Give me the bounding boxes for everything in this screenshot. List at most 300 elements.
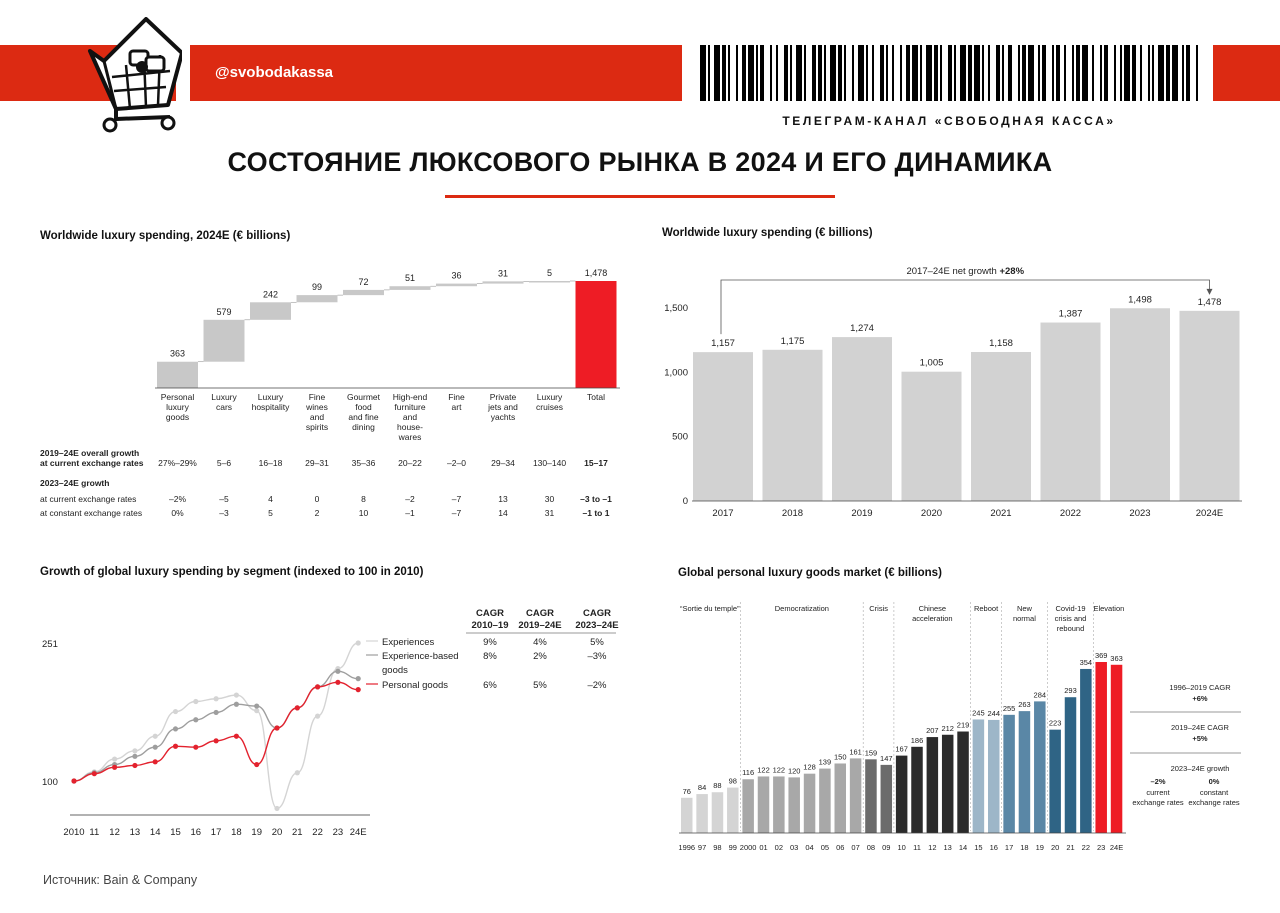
barcode-bar [728,45,730,101]
x-tick-label: 20 [271,827,283,838]
category-label: hospitality [251,402,290,412]
cagr-header: 2010–19 [471,620,509,631]
barcode-bar [790,45,792,101]
waterfall-bar [157,362,198,388]
series-point [356,676,361,681]
barcode-bar [866,45,868,101]
phase-label: Reboot [973,604,999,613]
x-tick-label: 20 [1050,843,1060,852]
category-label: wares [398,432,422,442]
barcode-bar [1158,45,1164,101]
table-cell: 130–140 [532,458,567,468]
table-cell: –7 [451,508,462,518]
x-tick-label: 04 [805,843,814,852]
barcode-bar [1182,45,1184,101]
category-label: luxury [166,402,189,412]
x-tick-label: 14 [149,827,161,838]
waterfall-value-label: 31 [497,268,509,279]
table-cell: –2 [405,494,415,504]
x-tick-label: 22 [1081,843,1091,852]
x-tick-label: 19 [1035,843,1044,852]
bar-value-label: 212 [941,723,954,733]
barcode-bar [996,45,1000,101]
cagr-value: –3% [587,651,607,662]
market-bar [758,776,770,833]
legend-label: goods [382,665,408,676]
waterfall-value-label: 36 [451,270,462,281]
barcode-bar [776,45,778,101]
x-tick-label: 18 [231,827,242,838]
waterfall-bar [204,320,245,362]
phase-label: acceleration [912,614,953,623]
series-point [274,725,279,730]
barcode-bar [818,45,822,101]
waterfall-bar [576,281,617,388]
table-cell: 0 [314,494,320,504]
series-point [356,640,361,645]
market-bar [712,792,724,833]
phase-label: New [1016,604,1032,613]
table-cell: 2 [314,508,320,518]
barcode-bar [742,45,746,101]
market-bar [696,794,708,833]
phase-label: Elevation [1093,604,1125,613]
x-tick-label: 2022 [1059,508,1082,519]
x-tick-label: 13 [943,843,952,852]
market-bar [819,769,831,833]
barcode-bar [1064,45,1066,101]
bar-value-label: 122 [772,765,786,775]
legend-label: Experience-based [382,651,459,662]
bar-value-label: 369 [1094,651,1108,660]
growth-annotation: 2017–24E net growth +28% [906,266,1025,277]
table-cell: 27%–29% [158,458,197,468]
barcode-bar [886,45,888,101]
series-point [71,778,76,783]
barcode-bar [830,45,836,101]
series-point [214,738,219,743]
series-point [254,708,259,713]
series-point [315,684,320,689]
category-label: cars [215,402,233,412]
series-point [214,696,219,701]
x-tick-label: 23 [332,827,344,838]
x-tick-label: 07 [851,843,860,852]
market-bar [896,756,908,833]
barcode-bar [1114,45,1116,101]
x-tick-label: 2019 [851,508,873,519]
series-point [234,734,239,739]
channel-handle[interactable]: @svobodakassa [215,64,334,81]
series-point [254,762,259,767]
bar-value-label: 120 [787,766,801,776]
barcode-bar [844,45,846,101]
x-tick-label: 21 [292,827,303,838]
series-point [295,705,300,710]
x-tick-label: 16 [989,843,998,852]
x-tick-label: 2020 [920,508,943,519]
category-label: High-end [392,392,428,402]
barcode-bar [756,45,758,101]
phase-label: rebound [1056,624,1085,633]
barcode-bar [852,45,854,101]
category-label: wines [306,402,328,412]
bar-value-label: 1,274 [850,323,874,335]
waterfall-value-label: 242 [262,289,279,300]
barcode-bar [906,45,910,101]
header-red-band-right [1213,45,1280,101]
x-tick-label: 2021 [990,508,1012,519]
bar-value-label: 207 [926,726,939,736]
waterfall-value-label: 99 [311,282,323,293]
barcode-bar [838,45,842,101]
y-tick-label: 1,000 [664,367,688,379]
barcode-bar [1132,45,1136,101]
x-tick-label: 12 [928,843,937,852]
barcode-bar [954,45,956,101]
series-point [214,710,219,715]
table-cell: –1 [405,508,415,518]
cagr-header: CAGR [526,608,554,619]
x-tick-label: 19 [251,827,262,838]
x-tick-label: 2017 [712,508,734,519]
bar-value-label: 293 [1064,686,1077,696]
series-point [112,756,117,761]
bar-value-label: 219 [956,720,970,730]
phase-label: Chinese [918,604,947,613]
barcode-bar [968,45,972,101]
x-tick-label: 24E [349,827,367,838]
segment-line-chart [0,590,640,850]
bar-value-label: 223 [1048,718,1062,728]
barcode-bar [1140,45,1142,101]
bar-value-label: 161 [849,747,862,757]
bar-value-label: 76 [682,786,691,796]
x-tick-label: 12 [109,827,120,838]
source-note: Источник: Bain & Company [43,873,198,887]
category-label: and fine [348,412,379,422]
table-row-label: at current exchange rates [40,494,137,504]
barcode-bar [1104,45,1108,101]
barcode-bar [880,45,884,101]
market-bar [865,759,877,833]
barcode-bar [1072,45,1074,101]
series-line [74,643,358,808]
x-tick-label: 21 [1066,843,1075,852]
table-cell: 31 [544,508,555,518]
barcode-bar [858,45,864,101]
bar-value-label: 139 [818,757,832,767]
personal-goods-bar-chart [640,590,1280,860]
market-bar [1019,711,1030,833]
waterfall-bar [297,295,338,302]
x-tick-label: 05 [820,843,830,852]
x-tick-label: 17 [1004,843,1014,852]
bar-value-label: 284 [1033,690,1047,700]
bar-value-label: 244 [987,708,1001,718]
x-tick-label: 13 [129,827,141,838]
series-point [132,763,137,768]
x-tick-label: 2018 [781,508,804,519]
page-title: СОСТОЯНИЕ ЛЮКСОВОГО РЫНКА В 2024 И ЕГО ДИНАМИКА [227,147,1053,177]
market-bar [973,719,985,833]
bar-value-label: 1,498 [1128,294,1152,306]
x-tick-label: 10 [897,843,906,852]
year-bar [1110,308,1170,501]
yearly-bar-chart [640,250,1280,530]
barcode-bar [1022,45,1026,101]
barcode-bar [920,45,922,101]
series-point [173,744,178,749]
barcode-bar [872,45,874,101]
waterfall-value-label: 363 [169,348,186,359]
note-value: –2% [1150,777,1166,786]
category-label: yachts [490,412,516,422]
x-tick-label: 15 [170,827,181,838]
market-bar [681,798,693,833]
category-label: and [309,412,325,422]
table-cell: –2–0 [447,458,466,468]
x-tick-label: 2024E [1195,508,1224,519]
series-point [335,669,340,674]
series-point [173,726,178,731]
x-tick-label: 1996 [678,843,696,852]
table-cell: 30 [544,494,555,504]
bar-value-label: 263 [1018,700,1031,710]
x-tick-label: 97 [697,843,707,852]
x-tick-label: 02 [774,843,784,852]
category-label: jets and [488,402,518,412]
barcode-bar [1124,45,1130,101]
cagr-value: 6% [483,680,497,691]
barcode-bar [1082,45,1088,101]
barcode-bar [714,45,720,101]
market-bar [1049,730,1061,833]
x-tick-label: 11 [89,827,100,838]
category-label: Total [587,392,605,402]
table-row-label: 2019–24E overall growth [40,448,140,458]
market-bar [850,758,862,833]
barcode-bar [1028,45,1034,101]
cagr-header: CAGR [583,608,611,619]
series-point [193,717,198,722]
series-point [132,754,137,759]
barcode-bar [982,45,984,101]
series-point [335,680,340,685]
cagr-header: CAGR [476,608,504,619]
series-point [153,745,158,750]
phase-label: “Sortie du temple” [679,604,740,613]
waterfall-value-label: 579 [216,306,232,317]
barcode-bar [700,45,706,101]
title-divider [445,195,835,198]
series-point [173,709,178,714]
year-bar [763,350,823,501]
barcode-bar [812,45,816,101]
category-label: Gourmet [346,392,381,402]
phase-label: normal [1012,614,1036,623]
waterfall-bar [483,281,524,283]
cagr-value: 8% [483,651,497,662]
note-value: +5% [1192,734,1208,743]
bar-value-label: 147 [880,753,893,763]
category-label: spirits [305,422,329,432]
table-row-label: at current exchange rates [40,458,144,468]
note-label: 2023–24E growth [1170,764,1230,773]
x-tick-label: 01 [759,843,768,852]
market-bar [1111,665,1123,833]
barcode-bar [1018,45,1020,101]
series-point [315,714,320,719]
y-tick-label: 0 [682,496,688,507]
x-tick-label: 17 [210,827,222,838]
table-cell: –2% [168,494,187,504]
x-tick-label: 22 [312,827,323,838]
cagr-value: 9% [483,637,497,648]
table-cell: –7 [451,494,462,504]
cagr-value: 4% [533,637,547,648]
waterfall-value-label: 51 [404,273,416,284]
market-bar [927,737,939,833]
barcode-bar [912,45,918,101]
waterfall-bar [390,286,431,290]
table-cell: –5 [219,494,229,504]
table-cell: –3 to –1 [580,494,612,504]
table-cell: 29–31 [305,458,329,468]
phase-label: Covid-19 [1055,604,1086,613]
year-bar [1180,311,1240,501]
bar-value-label: 84 [697,783,707,793]
barcode-bar [1092,45,1094,101]
waterfall-bar [343,290,384,295]
x-tick-label: 15 [974,843,983,852]
table-cell: 16–18 [258,458,283,468]
chart4-title: Global personal luxury goods market (€ billions) [678,567,942,579]
cagr-value: –2% [587,680,607,691]
series-point [193,699,198,704]
market-bar [788,777,800,833]
barcode-bar [974,45,980,101]
bar-value-label: 116 [742,768,755,778]
bar-value-label: 255 [1002,703,1016,713]
x-tick-label: 06 [836,843,845,852]
barcode-bar [1008,45,1012,101]
category-label: dining [352,422,375,432]
table-cell: –1 to 1 [582,508,610,518]
market-bar [727,788,739,833]
x-tick-label: 2010 [63,827,85,838]
bracket-arrowhead [1207,289,1213,295]
cagr-header: 2019–24E [518,620,562,631]
note-value: 0% [1208,777,1220,786]
category-label: Luxury [536,392,563,402]
category-label: Fine [448,392,465,402]
phase-label: Democratization [774,604,829,613]
market-bar [1095,662,1107,833]
category-label: Personal [160,392,195,402]
year-bar [971,352,1031,501]
year-bar [902,372,962,501]
bar-value-label: 1,175 [780,335,805,347]
x-tick-label: 2000 [739,843,757,852]
market-bar [835,763,847,833]
bar-value-label: 1,005 [919,357,944,369]
channel-subtitle: ТЕЛЕГРАМ-КАНАЛ «СВОБОДНАЯ КАССА» [782,114,1116,128]
market-bar [911,747,923,833]
market-bar [1003,715,1015,833]
market-bar [881,765,893,833]
series-point [254,703,259,708]
bar-value-label: 128 [803,762,816,772]
barcode-icon [700,45,1198,101]
category-label: house- [397,422,423,432]
year-bar [1041,323,1101,501]
barcode-bar [900,45,902,101]
series-point [153,759,158,764]
shopping-cart-icon [86,17,182,133]
market-bar [1065,697,1077,833]
series-point [295,770,300,775]
series-point [132,748,137,753]
series-point [193,745,198,750]
barcode-bar [1002,45,1004,101]
market-bar [957,732,969,833]
table-cell: 15–17 [584,458,608,468]
barcode-bar [824,45,826,101]
bar-value-label: 122 [757,765,770,775]
barcode-bar [988,45,990,101]
category-label: furniture [394,402,426,412]
category-label: and [402,412,418,422]
table-cell: 8 [361,494,366,504]
barcode-bar [1120,45,1122,101]
phase-label: crisis and [1054,614,1087,623]
note-value: +6% [1192,694,1208,703]
barcode-bar [1042,45,1046,101]
category-label: goods [165,412,190,422]
barcode-bar [1052,45,1054,101]
table-cell: 4 [268,494,273,504]
cagr-value: 2% [533,651,547,662]
waterfall-chart [0,250,640,540]
series-point [234,702,239,707]
barcode-bar [722,45,726,101]
market-bar [1034,701,1046,833]
table-cell: 13 [498,494,508,504]
category-label: Private [489,392,517,402]
market-bar [988,720,1000,833]
x-tick-label: 03 [790,843,799,852]
waterfall-value-label: 5 [546,268,553,278]
barcode-bar [708,45,710,101]
x-tick-label: 98 [713,843,722,852]
category-label: art [451,402,462,412]
barcode-bar [1076,45,1080,101]
barcode-bar [796,45,802,101]
table-cell: 29–34 [491,458,515,468]
category-label: Fine [308,392,326,402]
waterfall-bar [250,302,291,320]
bar-value-label: 245 [972,708,985,718]
note-label: constant [1199,788,1229,797]
barcode-bar [948,45,952,101]
bar-value-label: 1,478 [1197,296,1222,308]
note-label: 1996–2019 CAGR [1169,683,1231,692]
cagr-value: 5% [533,680,547,691]
market-bar [804,774,816,833]
legend-label: Personal goods [382,680,449,691]
barcode-bar [1152,45,1154,101]
